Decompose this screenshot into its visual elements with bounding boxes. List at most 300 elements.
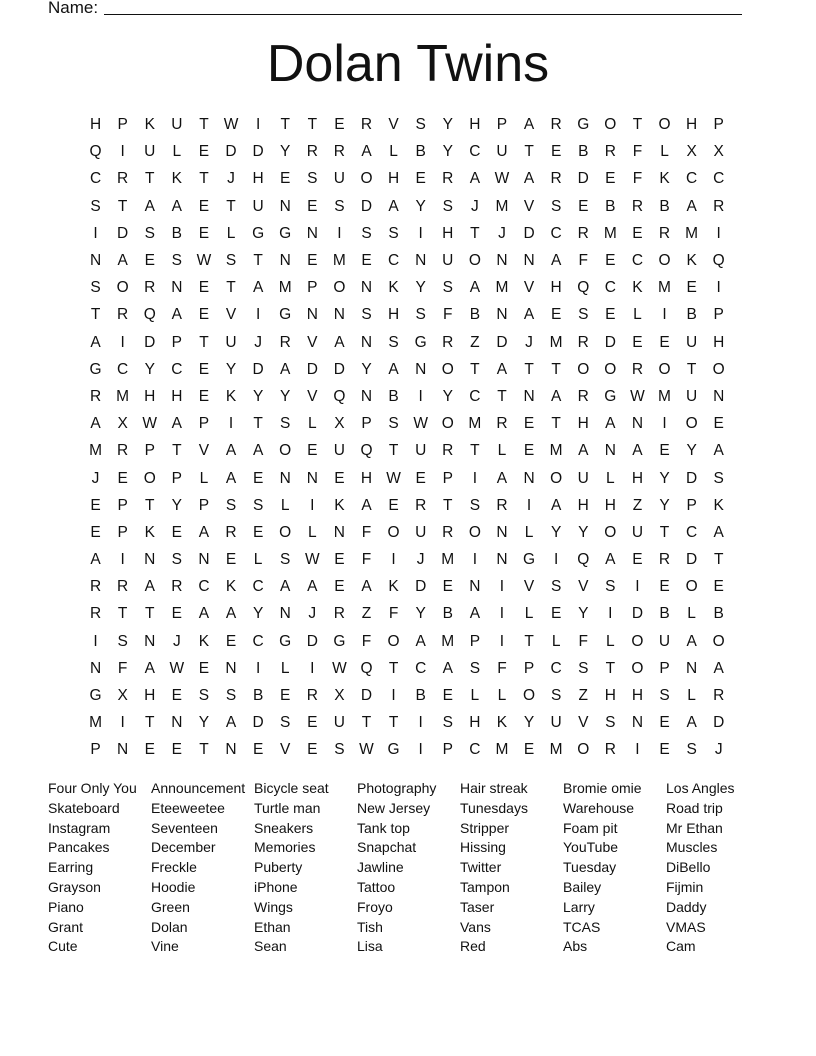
grid-letter: D <box>252 143 264 161</box>
grid-letter: B <box>605 197 616 215</box>
grid-letter: P <box>469 632 481 650</box>
grid-letter: V <box>388 116 399 134</box>
grid-letter: L <box>524 605 534 623</box>
grid-letter: K <box>198 632 210 650</box>
grid-letter: S <box>117 632 128 650</box>
grid-letter: R <box>604 741 616 759</box>
grid-letter: P <box>686 496 697 514</box>
grid-letter: D <box>415 578 427 596</box>
grid-letter: O <box>387 523 400 541</box>
grid-letter: Y <box>280 143 291 161</box>
grid-letter: V <box>307 333 318 351</box>
grid-letter: R <box>306 143 318 161</box>
grid-letter: U <box>225 333 237 351</box>
grid-letter: C <box>550 659 562 677</box>
grid-letter: A <box>144 578 155 596</box>
grid-letter: R <box>631 197 644 215</box>
grid-letter: N <box>523 252 535 270</box>
grid-letter: E <box>90 523 101 541</box>
grid-letter: Y <box>361 360 372 378</box>
grid-letter: A <box>252 442 264 460</box>
grid-letter: A <box>252 279 264 297</box>
grid-letter: A <box>198 523 210 541</box>
word-list-item: Green <box>151 898 190 915</box>
word-list-item: Abs <box>563 938 588 955</box>
grid-letter: L <box>172 143 182 161</box>
grid-letter: W <box>196 252 212 270</box>
grid-letter: E <box>415 469 426 487</box>
grid-letter: C <box>686 523 698 541</box>
grid-row <box>82 274 734 301</box>
grid-letter: E <box>659 442 670 460</box>
grid-letter: R <box>713 687 725 705</box>
grid-letter: E <box>198 279 210 297</box>
grid-letter: E <box>198 306 210 324</box>
grid-letter: X <box>334 415 345 433</box>
grid-letter: P <box>442 741 453 759</box>
grid-letter: N <box>306 469 318 487</box>
grid-letter: B <box>578 143 589 161</box>
grid-letter: O <box>468 523 481 541</box>
grid-letter: S <box>280 415 291 433</box>
grid-letter: T <box>443 496 453 514</box>
grid-letter: O <box>360 170 373 188</box>
word-list-item: Dolan <box>151 918 188 935</box>
grid-letter: A <box>578 442 589 460</box>
name-field <box>48 0 742 18</box>
word-list-item: New Jersey <box>357 799 431 816</box>
name-label: Name: <box>48 0 99 17</box>
grid-letter: T <box>253 252 263 270</box>
grid-letter: N <box>89 252 102 270</box>
grid-letter: E <box>334 469 345 487</box>
word-list-column <box>48 779 151 957</box>
grid-letter: E <box>334 116 345 134</box>
grid-letter: S <box>442 714 453 732</box>
grid-letter: S <box>550 197 562 215</box>
word-list-item: TCAS <box>563 918 601 935</box>
grid-letter: E <box>307 252 318 270</box>
grid-letter: P <box>198 415 210 433</box>
grid-letter: G <box>333 632 346 650</box>
grid-letter: H <box>604 496 616 514</box>
grid-letter: S <box>280 714 291 732</box>
grid-letter: N <box>523 469 535 487</box>
grid-letter: T <box>199 170 209 188</box>
grid-letter: T <box>470 442 480 460</box>
grid-letter: Z <box>470 333 480 351</box>
grid-letter: C <box>415 659 427 677</box>
grid-letter: N <box>306 224 318 242</box>
word-list-item: Muscles <box>666 839 718 856</box>
grid-row <box>82 655 734 682</box>
grid-letter: R <box>89 578 102 596</box>
grid-letter: Q <box>89 143 102 161</box>
grid-letter: A <box>225 605 237 623</box>
grid-letter: A <box>442 659 453 677</box>
grid-letter: E <box>307 741 318 759</box>
grid-letter: Z <box>578 687 588 705</box>
grid-letter: I <box>255 659 261 677</box>
grid-letter: S <box>469 659 481 677</box>
grid-letter: N <box>360 333 373 351</box>
grid-letter: H <box>631 687 644 705</box>
grid-letter: I <box>310 496 315 514</box>
grid-letter: E <box>659 714 670 732</box>
word-list-item: Tunesdays <box>460 799 528 816</box>
grid-letter: F <box>388 605 399 623</box>
grid-letter: S <box>90 197 101 215</box>
grid-letter: A <box>388 197 399 215</box>
word-list-item: Mr Ethan <box>666 819 723 836</box>
grid-letter: P <box>90 741 101 759</box>
grid-letter: C <box>604 279 616 297</box>
grid-letter: B <box>415 143 426 161</box>
word-list-item: Cam <box>666 938 696 955</box>
name-blank-line <box>104 0 742 15</box>
grid-letter: H <box>686 116 698 134</box>
grid-letter: E <box>659 578 670 596</box>
grid-letter: Q <box>577 551 590 569</box>
grid-letter: O <box>143 469 156 487</box>
grid-letter: G <box>89 687 102 705</box>
grid-letter: J <box>416 551 425 569</box>
grid-letter: S <box>442 279 453 297</box>
word-list-item: Road trip <box>666 799 723 816</box>
grid-letter: S <box>144 224 155 242</box>
word-list-item: Taser <box>460 898 495 915</box>
grid-letter: C <box>469 143 481 161</box>
grid-letter: K <box>388 578 399 596</box>
grid-letter: E <box>388 496 399 514</box>
grid-letter: L <box>389 143 398 161</box>
grid-letter: T <box>686 360 697 378</box>
grid-letter: E <box>632 333 643 351</box>
grid-letter: A <box>225 442 237 460</box>
grid-letter: A <box>686 632 697 650</box>
grid-letter: I <box>418 224 423 242</box>
grid-letter: A <box>713 523 724 541</box>
grid-letter: T <box>497 387 507 405</box>
grid-letter: V <box>280 741 291 759</box>
grid-letter: I <box>499 605 505 623</box>
grid-letter: O <box>441 360 454 378</box>
grid-letter: Y <box>252 387 264 405</box>
word-list-item: Puberty <box>254 859 303 876</box>
grid-letter: M <box>549 741 563 759</box>
grid-letter: F <box>632 170 643 188</box>
word-list-column <box>151 779 254 957</box>
grid-letter: L <box>606 632 615 650</box>
grid-row <box>82 383 734 410</box>
grid-letter: F <box>578 252 588 270</box>
grid-letter: D <box>117 224 129 242</box>
grid-row <box>82 138 734 165</box>
grid-letter: G <box>279 224 292 242</box>
grid-letter: I <box>255 116 261 134</box>
grid-letter: T <box>470 224 480 242</box>
grid-letter: M <box>658 279 671 297</box>
grid-letter: L <box>687 605 696 623</box>
grid-letter: W <box>142 415 158 433</box>
word-list-item: Warehouse <box>563 799 635 816</box>
word-list-item: Bicycle seat <box>254 780 329 796</box>
grid-letter: T <box>605 659 616 677</box>
grid-letter: A <box>686 714 697 732</box>
grid-letter: E <box>442 578 453 596</box>
word-list-item: Skateboard <box>48 799 120 816</box>
grid-letter: A <box>144 197 155 215</box>
grid-letter: R <box>279 333 291 351</box>
grid-row <box>82 410 734 437</box>
grid-letter: T <box>524 360 534 378</box>
grid-letter: I <box>716 279 721 297</box>
grid-letter: I <box>418 714 423 732</box>
grid-letter: S <box>578 659 589 677</box>
grid-letter: E <box>198 143 210 161</box>
word-list-item: Seventeen <box>151 819 218 836</box>
grid-letter: E <box>605 170 616 188</box>
word-list-item: Daddy <box>666 898 707 915</box>
grid-letter: O <box>550 469 563 487</box>
grid-letter: R <box>550 170 562 188</box>
grid-letter: D <box>631 605 644 623</box>
grid-letter: E <box>252 523 264 541</box>
grid-letter: G <box>387 741 400 759</box>
grid-letter: Q <box>577 279 590 297</box>
word-list-item: December <box>151 839 216 856</box>
grid-letter: A <box>307 578 318 596</box>
grid-letter: E <box>415 170 426 188</box>
grid-letter: S <box>713 469 724 487</box>
grid-letter: Y <box>442 143 453 161</box>
grid-letter: A <box>496 469 508 487</box>
grid-letter: I <box>93 632 98 650</box>
grid-letter: U <box>686 387 698 405</box>
word-list-item: Vine <box>151 938 179 955</box>
grid-letter: H <box>252 170 264 188</box>
grid-letter: L <box>307 415 317 433</box>
grid-letter: V <box>578 714 589 732</box>
grid-letter: P <box>713 306 724 324</box>
grid-letter: O <box>279 442 292 460</box>
grid-letter: J <box>172 632 181 650</box>
grid-letter: J <box>308 605 317 623</box>
grid-letter: A <box>550 252 562 270</box>
grid-letter: N <box>496 551 508 569</box>
grid-letter: R <box>577 387 589 405</box>
grid-letter: F <box>578 632 588 650</box>
grid-letter: N <box>604 442 616 460</box>
grid-letter: F <box>361 632 372 650</box>
grid-letter: E <box>550 143 562 161</box>
grid-letter: P <box>523 659 535 677</box>
grid-letter: W <box>494 170 510 188</box>
grid-letter: F <box>497 659 507 677</box>
grid-letter: D <box>686 551 698 569</box>
grid-letter: S <box>415 116 426 134</box>
grid-letter: Z <box>632 496 643 514</box>
grid-letter: S <box>550 578 562 596</box>
grid-letter: A <box>550 387 562 405</box>
grid-letter: E <box>307 442 318 460</box>
grid-letter: T <box>524 632 534 650</box>
grid-letter: C <box>252 632 264 650</box>
grid-letter: S <box>307 170 318 188</box>
grid-letter: O <box>116 279 129 297</box>
grid-letter: V <box>523 279 535 297</box>
grid-letter: A <box>90 333 101 351</box>
grid-letter: H <box>631 469 644 487</box>
word-list-item: Hissing <box>460 839 506 856</box>
grid-letter: Y <box>442 387 453 405</box>
grid-letter: L <box>199 469 209 487</box>
word-list-item: Grayson <box>48 878 101 895</box>
grid-letter: V <box>523 197 535 215</box>
word-list-item: Sean <box>254 938 287 955</box>
grid-letter: M <box>116 387 130 405</box>
grid-letter: O <box>604 116 617 134</box>
grid-letter: C <box>713 170 725 188</box>
grid-row <box>82 329 734 356</box>
grid-letter: H <box>442 224 454 242</box>
grid-letter: P <box>442 469 453 487</box>
grid-letter: O <box>279 523 292 541</box>
grid-letter: E <box>171 523 182 541</box>
grid-letter: M <box>89 442 102 460</box>
grid-letter: U <box>252 197 264 215</box>
grid-letter: T <box>199 741 209 759</box>
word-list-item: Cute <box>48 938 78 955</box>
grid-letter: W <box>413 415 428 433</box>
word-list-item: Red <box>460 938 486 955</box>
grid-letter: K <box>713 496 724 514</box>
grid-letter: E <box>252 469 264 487</box>
grid-letter: A <box>713 442 724 460</box>
grid-letter: J <box>525 333 533 351</box>
grid-letter: I <box>716 224 721 242</box>
word-list-item: Jawline <box>357 859 404 876</box>
grid-letter: P <box>361 415 372 433</box>
grid-letter: T <box>388 714 399 732</box>
grid-letter: A <box>469 170 481 188</box>
grid-row <box>82 682 734 709</box>
word-list-item: Eteeweetee <box>151 799 225 816</box>
grid-letter: M <box>89 714 102 732</box>
grid-letter: Z <box>361 605 372 623</box>
grid-letter: R <box>442 442 454 460</box>
word-list-item: Bromie omie <box>563 780 642 796</box>
grid-letter: Y <box>578 523 589 541</box>
grid-letter: P <box>198 496 210 514</box>
grid-letter: F <box>443 306 453 324</box>
grid-letter: H <box>360 469 373 487</box>
grid-letter: L <box>524 523 534 541</box>
grid-letter: O <box>631 632 644 650</box>
grid-letter: Y <box>550 523 562 541</box>
grid-letter: D <box>252 714 264 732</box>
grid-letter: L <box>280 496 290 514</box>
grid-row <box>82 492 734 519</box>
grid-letter: V <box>523 578 535 596</box>
grid-letter: F <box>361 523 372 541</box>
grid-letter: S <box>90 279 101 297</box>
grid-letter: N <box>496 252 508 270</box>
grid-letter: P <box>117 523 128 541</box>
word-list-item: Fijmin <box>666 878 704 895</box>
grid-letter: R <box>658 224 671 242</box>
grid-letter: A <box>523 306 535 324</box>
grid-letter: H <box>89 116 102 134</box>
grid-letter: S <box>686 741 697 759</box>
grid-letter: H <box>577 415 589 433</box>
grid-letter: N <box>279 197 291 215</box>
grid-letter: N <box>117 741 129 759</box>
grid-letter: J <box>714 741 723 759</box>
grid-letter: T <box>551 415 561 433</box>
grid-letter: A <box>117 252 128 270</box>
grid-letter: T <box>361 714 372 732</box>
word-list-item: Hoodie <box>151 878 196 895</box>
grid-letter: E <box>632 224 643 242</box>
grid-letter: I <box>635 578 640 596</box>
grid-letter: E <box>713 415 724 433</box>
grid-letter: C <box>198 578 210 596</box>
grid-letter: A <box>496 360 508 378</box>
grid-letter: X <box>713 143 724 161</box>
word-list-item: Piano <box>48 898 84 915</box>
grid-letter: D <box>333 360 345 378</box>
grid-letter: U <box>144 143 156 161</box>
grid-letter: E <box>144 741 155 759</box>
grid-letter: P <box>171 469 182 487</box>
grid-letter: I <box>120 714 125 732</box>
grid-letter: M <box>332 252 346 270</box>
grid-letter: E <box>171 687 182 705</box>
word-list <box>48 779 768 957</box>
grid-letter: X <box>117 415 128 433</box>
grid-letter: T <box>199 116 209 134</box>
grid-letter: N <box>360 387 373 405</box>
grid-letter: Y <box>659 469 670 487</box>
word-list-item: Vans <box>460 918 491 935</box>
grid-letter: P <box>496 116 508 134</box>
grid-letter: F <box>632 143 643 161</box>
grid-letter: T <box>90 306 101 324</box>
grid-letter: U <box>171 116 183 134</box>
grid-letter: A <box>280 578 291 596</box>
grid-letter: L <box>551 632 561 650</box>
grid-letter: C <box>631 252 644 270</box>
grid-letter: E <box>334 578 345 596</box>
grid-letter: N <box>89 659 102 677</box>
grid-letter: M <box>468 415 482 433</box>
grid-letter: K <box>334 496 345 514</box>
grid-letter: T <box>280 116 290 134</box>
grid-letter: N <box>171 279 183 297</box>
grid-letter: Y <box>280 387 291 405</box>
grid-letter: I <box>391 551 396 569</box>
grid-letter: N <box>686 659 698 677</box>
grid-letter: O <box>685 578 698 596</box>
grid-letter: R <box>117 442 129 460</box>
grid-letter: M <box>441 632 455 650</box>
grid-letter: W <box>359 741 374 759</box>
grid-row <box>82 247 734 274</box>
grid-letter: R <box>442 333 454 351</box>
grid-letter: O <box>712 360 725 378</box>
grid-letter: L <box>633 306 642 324</box>
